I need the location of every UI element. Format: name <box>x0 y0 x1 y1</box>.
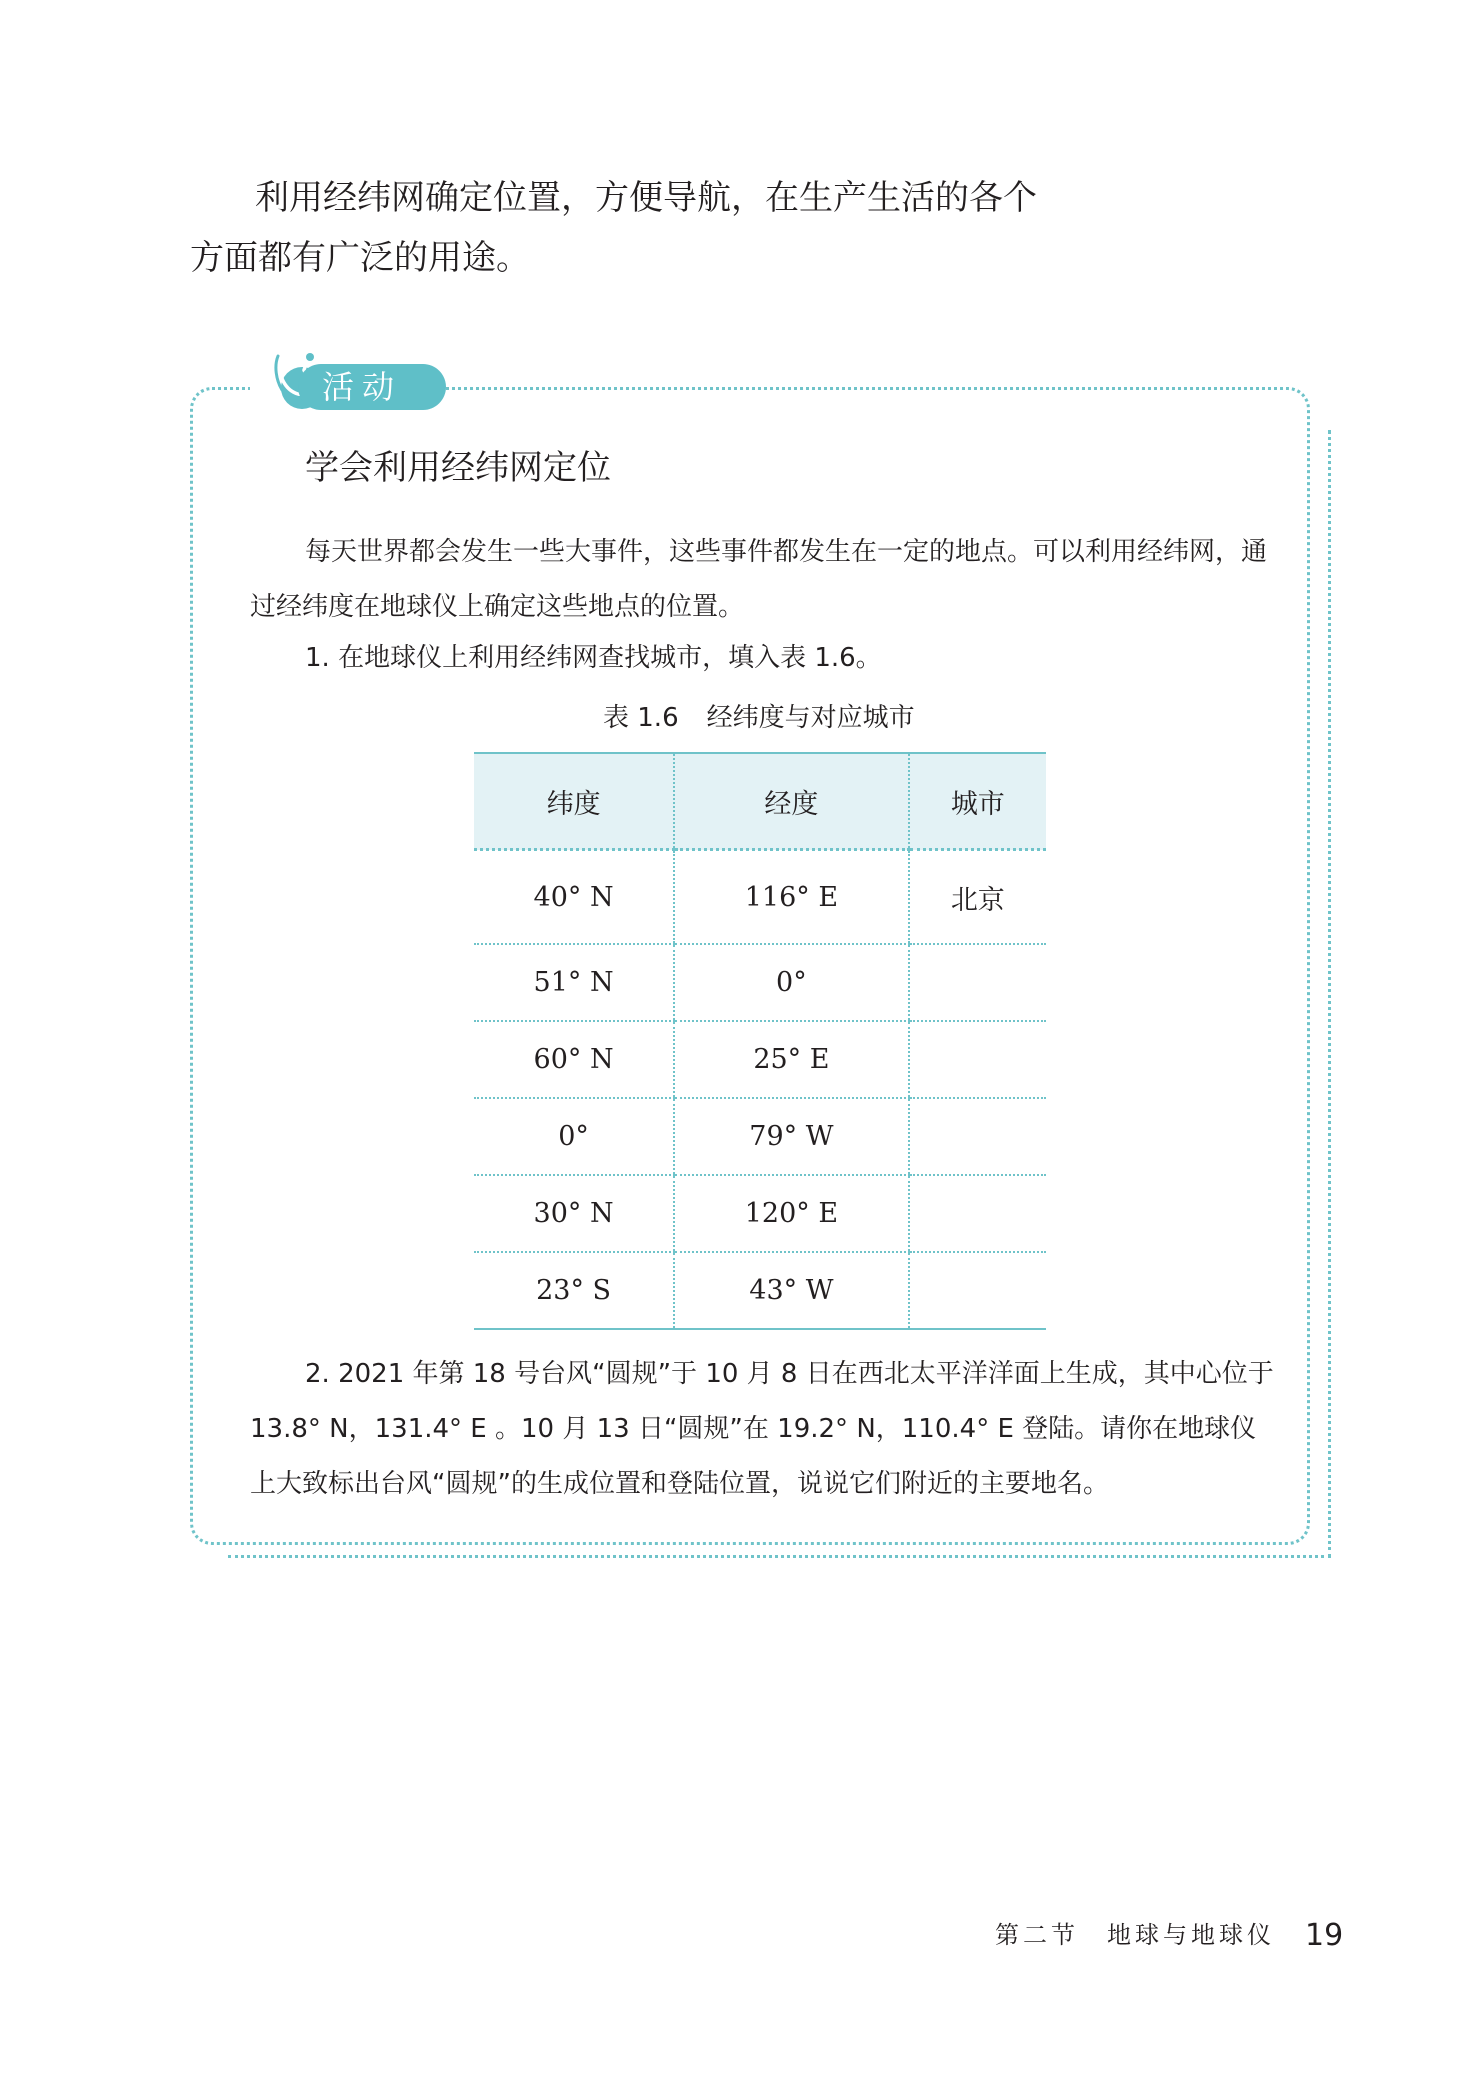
footer-topic: 地球与地球仪 <box>1107 1921 1275 1949</box>
table-row <box>474 1175 1046 1252</box>
longitude-cell: 79° W <box>674 1098 908 1175</box>
table-row <box>474 850 1046 945</box>
page-number: 19 <box>1305 1918 1344 1953</box>
table-caption <box>603 697 915 734</box>
city-cell: 北京 <box>909 850 1046 945</box>
latitude-cell: 60° N <box>474 1021 674 1098</box>
latitude-cell: 30° N <box>474 1175 674 1252</box>
table-row <box>474 1098 1046 1175</box>
coordinates-table <box>474 752 1046 1330</box>
intro-text <box>190 168 1090 288</box>
header-latitude: 纬度 <box>474 753 674 850</box>
table-row <box>474 944 1046 1021</box>
page-footer <box>995 1915 1343 1953</box>
header-longitude: 经度 <box>674 753 908 850</box>
activity-title: 学会利用经纬网定位 <box>305 448 611 488</box>
longitude-cell: 25° E <box>674 1021 908 1098</box>
city-cell[interactable] <box>909 1175 1046 1252</box>
intro-line-1: 利用经纬网确定位置，方便导航，在生产生活的各个 <box>255 178 1037 218</box>
activity-badge-label: 活动 <box>322 368 403 406</box>
activity-badge <box>268 350 458 414</box>
latitude-cell: 23° S <box>474 1252 674 1329</box>
latitude-cell: 51° N <box>474 944 674 1021</box>
latitude-cell: 40° N <box>474 850 674 945</box>
city-cell[interactable] <box>909 1021 1046 1098</box>
question-1: 1. 在地球仪上利用经纬网查找城市，填入表 1.6。 <box>305 643 882 673</box>
table-caption-title: 经纬度与对应城市 <box>706 703 915 733</box>
table-caption-number: 表 1.6 <box>603 703 679 733</box>
question-2: 2. 2021 年第 18 号台风“圆规”于 10 月 8 日在西北太平洋洋面上生成，其中心位于 13.8° N，131.4° E 。10 月 13 日“圆规”在 19.2° N，110.4° E 登陆。请你在地球仪上大致标出台风“圆规”的生成位置和登陆位置，说说它们附近的主要地名。 <box>250 1359 1274 1499</box>
header-city: 城市 <box>909 753 1046 850</box>
longitude-cell: 120° E <box>674 1175 908 1252</box>
footer-section: 第二节 <box>995 1921 1079 1949</box>
longitude-cell: 43° W <box>674 1252 908 1329</box>
city-cell[interactable] <box>909 1098 1046 1175</box>
latitude-cell: 0° <box>474 1098 674 1175</box>
intro-line-2: 方面都有广泛的用途。 <box>190 238 530 278</box>
city-cell[interactable] <box>909 1252 1046 1329</box>
table-row <box>474 1252 1046 1329</box>
table-row <box>474 1021 1046 1098</box>
longitude-cell: 116° E <box>674 850 908 945</box>
table-header-row <box>474 753 1046 850</box>
activity-paragraph: 每天世界都会发生一些大事件，这些事件都发生在一定的地点。可以利用经纬网，通过经纬度在地球仪上确定这些地点的位置。 <box>250 537 1268 622</box>
longitude-cell: 0° <box>674 944 908 1021</box>
city-cell[interactable] <box>909 944 1046 1021</box>
